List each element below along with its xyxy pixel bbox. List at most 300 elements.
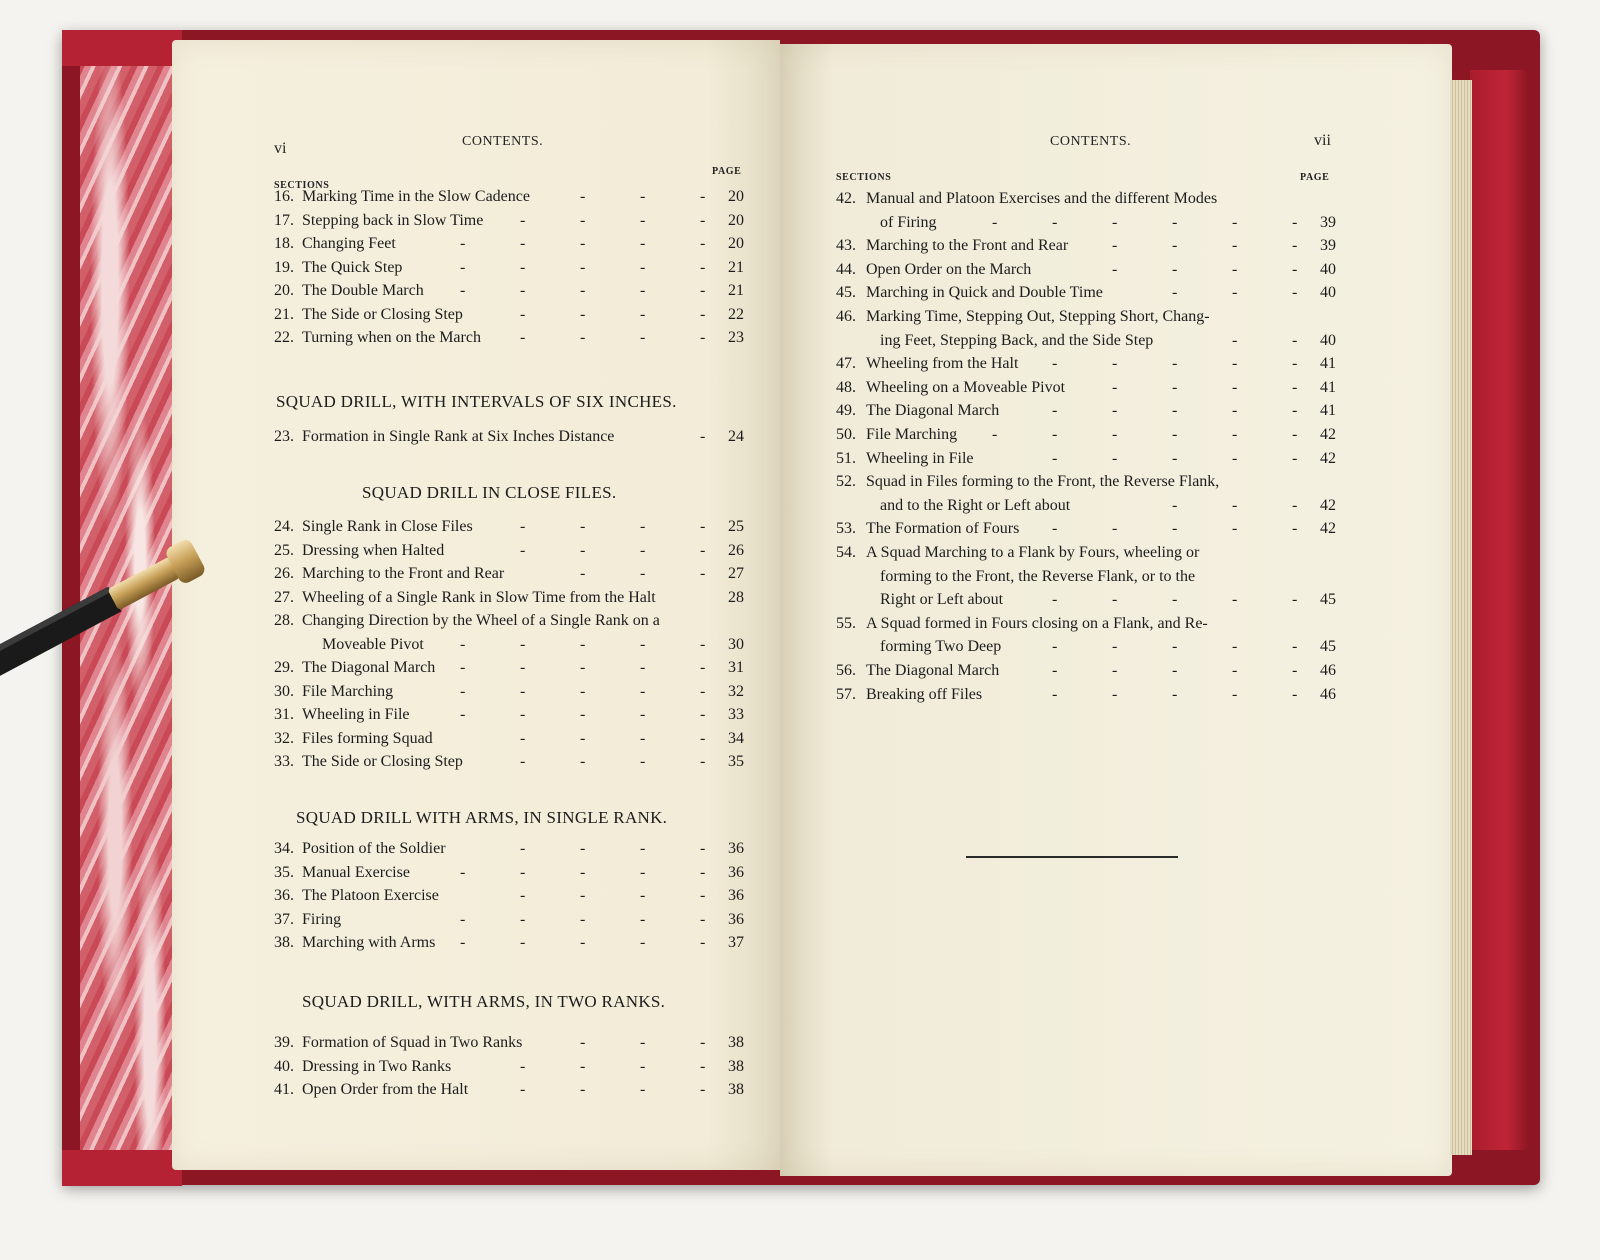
leader-dash: - [1292, 685, 1298, 703]
leader-dash: - [1292, 662, 1298, 679]
leader-dash: - [1292, 520, 1298, 538]
leader-dash: - [1292, 591, 1298, 609]
entry-page-number: 36 [728, 887, 744, 904]
entry-number: 20. [274, 282, 294, 299]
leader-dash: - [640, 541, 646, 559]
entry-page-number: 21 [728, 258, 744, 276]
entry-title: Moveable Pivot [322, 635, 424, 653]
leader-dash: - [640, 305, 646, 323]
leader-dash: - [700, 1057, 706, 1075]
entry-page-number: 32 [728, 682, 744, 700]
entry-page-number: 41 [1320, 355, 1336, 373]
leader-dash: - [1292, 378, 1298, 396]
entry-title: The Quick Step [302, 258, 403, 276]
leader-dash: - [640, 706, 646, 723]
leader-dash: - [1172, 237, 1178, 255]
entry-page-number: 26 [728, 541, 744, 559]
entry-title: Dressing when Halted [302, 541, 445, 559]
leader-dash: - [580, 282, 586, 299]
section-heading: SQUAD DRILL WITH ARMS, IN SINGLE RANK. [296, 808, 668, 827]
entry-title: forming Two Deep [880, 638, 1002, 656]
entry-title: and to the Right or Left about [880, 496, 1071, 514]
leader-dash: - [460, 863, 466, 881]
entry-title: Single Rank in Close Files [302, 518, 473, 535]
leader-dash: - [1112, 662, 1118, 679]
page-number: vii [1314, 132, 1331, 149]
leader-dash: - [1172, 520, 1178, 538]
entry-title: Open Order from the Halt [302, 1081, 469, 1098]
leader-dash: - [580, 863, 586, 881]
leader-dash: - [640, 282, 646, 299]
leader-dash: - [580, 659, 586, 676]
entry-page-number: 41 [1320, 378, 1336, 396]
entry-title: Changing Feet [302, 235, 396, 252]
leader-dash: - [700, 518, 706, 535]
leader-dash: - [520, 863, 526, 881]
leader-dash: - [700, 863, 706, 881]
entry-page-number: 31 [728, 659, 744, 676]
entry-number: 44. [836, 260, 856, 278]
book-cover-right-edge [1470, 70, 1530, 1150]
leader-dash: - [700, 541, 706, 559]
leader-dash: - [1232, 355, 1238, 373]
sections-label: SECTIONS [836, 172, 892, 183]
entry-number: 42. [836, 190, 856, 207]
entry-page-number: 42 [1320, 496, 1336, 514]
leader-dash: - [1292, 237, 1298, 255]
leader-dash: - [700, 729, 706, 747]
entry-number: 38. [274, 934, 294, 951]
entry-number: 34. [274, 840, 294, 857]
leader-dash: - [640, 1081, 646, 1098]
leader-dash: - [1232, 213, 1238, 231]
page-label: PAGE [712, 166, 742, 177]
entry-title: Marching to the Front and Rear [866, 237, 1069, 255]
entry-page-number: 40 [1320, 260, 1336, 278]
leader-dash: - [1292, 355, 1298, 373]
leader-dash: - [640, 729, 646, 747]
entry-title: Wheeling in File [866, 449, 974, 467]
leader-dash: - [1292, 213, 1298, 231]
leader-dash: - [640, 188, 646, 205]
leader-dash: - [700, 910, 706, 928]
entry-title: Manual and Platoon Exercises and the different Modes [866, 190, 1218, 207]
cover-corner-top [62, 30, 182, 66]
leader-dash: - [1172, 662, 1178, 679]
leader-dash: - [1232, 237, 1238, 255]
leader-dash: - [640, 565, 646, 582]
leader-dash: - [1052, 213, 1058, 231]
entry-title: Dressing in Two Ranks [302, 1057, 452, 1075]
leader-dash: - [1292, 426, 1298, 443]
entry-page-number: 41 [1320, 402, 1336, 420]
entry-number: 25. [274, 541, 294, 559]
leader-dash: - [640, 910, 646, 928]
leader-dash: - [640, 863, 646, 881]
entry-title: Wheeling from the Halt [866, 355, 1019, 373]
entry-number: 51. [836, 449, 856, 467]
section-heading: SQUAD DRILL IN CLOSE FILES. [362, 483, 617, 502]
leader-dash: - [1172, 638, 1178, 656]
leader-dash: - [580, 235, 586, 252]
leader-dash: - [580, 541, 586, 559]
entry-page-number: 33 [728, 706, 744, 723]
entry-title: Changing Direction by the Wheel of a Single Rank on a [302, 612, 660, 629]
leader-dash: - [520, 840, 526, 857]
leader-dash: - [700, 934, 706, 951]
leader-dash: - [520, 235, 526, 252]
entry-page-number: 42 [1320, 520, 1336, 538]
right-page [780, 44, 1452, 1176]
entry-page-number: 38 [728, 1034, 744, 1051]
leader-dash: - [520, 211, 526, 229]
entry-number: 30. [274, 682, 294, 700]
entry-number: 23. [274, 428, 294, 445]
entry-number: 40. [274, 1057, 294, 1075]
leader-dash: - [520, 753, 526, 770]
leader-dash: - [1052, 591, 1058, 609]
entry-title: Wheeling of a Single Rank in Slow Time from the Halt [302, 588, 656, 606]
entry-title: Marking Time in the Slow Cadence [302, 188, 530, 205]
entry-title: Marching in Quick and Double Time [866, 284, 1103, 302]
entry-page-number: 46 [1320, 685, 1336, 703]
leader-dash: - [580, 887, 586, 904]
entry-page-number: 35 [728, 753, 744, 770]
entry-page-number: 34 [728, 729, 744, 747]
leader-dash: - [700, 706, 706, 723]
leader-dash: - [460, 258, 466, 276]
leader-dash: - [1292, 496, 1298, 514]
leader-dash: - [640, 329, 646, 346]
leader-dash: - [1292, 284, 1298, 302]
leader-dash: - [520, 258, 526, 276]
leader-dash: - [1232, 426, 1238, 443]
leader-dash: - [580, 188, 586, 205]
leader-dash: - [520, 1081, 526, 1098]
entry-number: 39. [274, 1034, 294, 1051]
section-heading: SQUAD DRILL, WITH ARMS, IN TWO RANKS. [302, 992, 666, 1011]
entry-page-number: 40 [1320, 284, 1336, 302]
entry-page-number: 36 [728, 863, 744, 881]
leader-dash: - [1112, 378, 1118, 396]
running-head: CONTENTS. [1050, 134, 1132, 149]
entry-title: Marking Time, Stepping Out, Stepping Short, Chang- [866, 308, 1210, 325]
leader-dash: - [520, 635, 526, 653]
entry-page-number: 39 [1320, 213, 1336, 231]
entry-number: 18. [274, 235, 294, 252]
entry-page-number: 20 [728, 211, 744, 229]
leader-dash: - [460, 635, 466, 653]
entry-number: 50. [836, 426, 856, 443]
leader-dash: - [1232, 662, 1238, 679]
leader-dash: - [640, 840, 646, 857]
leader-dash: - [1112, 591, 1118, 609]
entry-title: forming to the Front, the Reverse Flank, or to the [880, 567, 1196, 585]
leader-dash: - [1172, 378, 1178, 396]
leader-dash: - [580, 1081, 586, 1098]
leader-dash: - [1292, 260, 1298, 278]
cover-corner-bottom [62, 1150, 182, 1186]
leader-dash: - [1172, 402, 1178, 420]
leader-dash: - [700, 188, 706, 205]
leader-dash: - [520, 329, 526, 346]
leader-dash: - [1172, 496, 1178, 514]
leader-dash: - [1052, 355, 1058, 373]
entry-page-number: 28 [728, 588, 744, 606]
leader-dash: - [700, 1034, 706, 1051]
leader-dash: - [1232, 260, 1238, 278]
leader-dash: - [1292, 449, 1298, 467]
entry-title: The Diagonal March [866, 402, 1000, 420]
leader-dash: - [1232, 638, 1238, 656]
leader-dash: - [520, 659, 526, 676]
leader-dash: - [1112, 213, 1118, 231]
entry-number: 46. [836, 308, 856, 325]
entry-number: 57. [836, 685, 856, 703]
entry-number: 31. [274, 706, 294, 723]
leader-dash: - [580, 329, 586, 346]
leader-dash: - [580, 635, 586, 653]
leader-dash: - [580, 211, 586, 229]
leader-dash: - [1052, 520, 1058, 538]
leader-dash: - [1112, 260, 1118, 278]
leader-dash: - [1172, 213, 1178, 231]
entry-number: 47. [836, 355, 856, 373]
entry-page-number: 45 [1320, 638, 1336, 656]
entry-title: Marching to the Front and Rear [302, 565, 505, 582]
leader-dash: - [700, 682, 706, 700]
entry-number: 26. [274, 565, 294, 582]
leader-dash: - [1232, 402, 1238, 420]
leader-dash: - [580, 1034, 586, 1051]
leader-dash: - [640, 887, 646, 904]
entry-title: The Platoon Exercise [302, 887, 439, 904]
entry-page-number: 36 [728, 840, 744, 857]
entry-number: 48. [836, 378, 856, 396]
leader-dash: - [1052, 685, 1058, 703]
leader-dash: - [1052, 426, 1058, 443]
entry-title: A Squad Marching to a Flank by Fours, wheeling or [866, 544, 1200, 561]
entry-number: 36. [274, 887, 294, 904]
leader-dash: - [1112, 426, 1118, 443]
entry-title: Wheeling on a Moveable Pivot [866, 378, 1066, 396]
entry-number: 37. [274, 910, 294, 928]
leader-dash: - [1172, 284, 1178, 302]
leader-dash: - [700, 1081, 706, 1098]
entry-title: File Marching [302, 682, 394, 700]
entry-number: 56. [836, 662, 856, 679]
leader-dash: - [1112, 449, 1118, 467]
entry-number: 55. [836, 614, 856, 632]
entry-number: 52. [836, 473, 856, 491]
entry-title: Files forming Squad [302, 729, 433, 747]
leader-dash: - [640, 211, 646, 229]
entry-page-number: 20 [728, 188, 744, 205]
entry-title: The Diagonal March [302, 659, 436, 676]
leader-dash: - [580, 565, 586, 582]
entry-number: 32. [274, 729, 294, 747]
entry-page-number: 21 [728, 282, 744, 299]
leader-dash: - [460, 659, 466, 676]
page-block-edge [1450, 80, 1472, 1155]
leader-dash: - [520, 910, 526, 928]
entry-number: 53. [836, 520, 856, 538]
entry-title: A Squad formed in Fours closing on a Flank, and Re- [866, 614, 1208, 632]
entry-title: ing Feet, Stepping Back, and the Side Step [880, 331, 1154, 349]
leader-dash: - [700, 565, 706, 582]
entry-number: 35. [274, 863, 294, 881]
entry-title: Position of the Soldier [302, 840, 446, 857]
leader-dash: - [640, 682, 646, 700]
leader-dash: - [700, 753, 706, 770]
entry-title: Breaking off Files [866, 685, 983, 703]
leader-dash: - [640, 934, 646, 951]
leader-dash: - [1292, 402, 1298, 420]
leader-dash: - [640, 635, 646, 653]
entry-number: 27. [274, 588, 294, 606]
leader-dash: - [700, 282, 706, 299]
marbled-endpaper [80, 62, 180, 1172]
entry-title: Firing [302, 910, 342, 928]
leader-dash: - [580, 910, 586, 928]
leader-dash: - [1172, 426, 1178, 443]
leader-dash: - [1172, 591, 1178, 609]
leader-dash: - [1232, 331, 1238, 349]
leader-dash: - [640, 1034, 646, 1051]
leader-dash: - [460, 934, 466, 951]
leader-dash: - [1232, 591, 1238, 609]
entry-page-number: 23 [728, 329, 744, 346]
leader-dash: - [1232, 520, 1238, 538]
leader-dash: - [580, 1057, 586, 1075]
leader-dash: - [992, 213, 998, 231]
leader-dash: - [700, 329, 706, 346]
entry-page-number: 38 [728, 1081, 744, 1098]
leader-dash: - [640, 518, 646, 535]
entry-title: Formation of Squad in Two Ranks [302, 1034, 523, 1051]
entry-page-number: 36 [728, 910, 744, 928]
leader-dash: - [520, 305, 526, 323]
leader-dash: - [520, 282, 526, 299]
leader-dash: - [700, 235, 706, 252]
leader-dash: - [700, 305, 706, 323]
entry-title: Manual Exercise [302, 863, 410, 881]
entry-title: The Side or Closing Step [302, 753, 463, 770]
leader-dash: - [520, 1057, 526, 1075]
entry-page-number: 45 [1320, 591, 1336, 609]
entry-number: 49. [836, 402, 856, 420]
leader-dash: - [992, 426, 998, 443]
entry-title: The Formation of Fours [866, 520, 1020, 538]
leader-dash: - [580, 840, 586, 857]
leader-dash: - [580, 706, 586, 723]
entry-title: The Double March [302, 282, 424, 299]
leader-dash: - [640, 753, 646, 770]
leader-dash: - [1052, 449, 1058, 467]
page-label: PAGE [1300, 172, 1330, 183]
entry-page-number: 38 [728, 1057, 744, 1075]
leader-dash: - [580, 934, 586, 951]
leader-dash: - [1112, 402, 1118, 420]
entry-title: Formation in Single Rank at Six Inches Distance [302, 428, 615, 445]
leader-dash: - [700, 428, 706, 445]
entry-page-number: 39 [1320, 237, 1336, 255]
leader-dash: - [1292, 331, 1298, 349]
section-heading: SQUAD DRILL, WITH INTERVALS OF SIX INCHES. [276, 392, 677, 411]
entry-number: 41. [274, 1081, 294, 1098]
leader-dash: - [1232, 449, 1238, 467]
entry-page-number: 25 [728, 518, 744, 535]
leader-dash: - [700, 258, 706, 276]
leader-dash: - [520, 934, 526, 951]
leader-dash: - [1172, 260, 1178, 278]
leader-dash: - [520, 682, 526, 700]
leader-dash: - [700, 887, 706, 904]
leader-dash: - [1172, 355, 1178, 373]
entry-number: 45. [836, 284, 856, 302]
entry-number: 16. [274, 188, 294, 205]
leader-dash: - [1112, 638, 1118, 656]
entry-page-number: 20 [728, 235, 744, 252]
page-number: vi [274, 140, 287, 157]
leader-dash: - [520, 518, 526, 535]
leader-dash: - [580, 753, 586, 770]
leader-dash: - [700, 211, 706, 229]
entry-title: Turning when on the March [302, 329, 481, 346]
leader-dash: - [460, 910, 466, 928]
leader-dash: - [1112, 685, 1118, 703]
leader-dash: - [1112, 355, 1118, 373]
entry-page-number: 40 [1320, 331, 1336, 349]
entry-number: 29. [274, 659, 294, 676]
leader-dash: - [1232, 685, 1238, 703]
leader-dash: - [460, 706, 466, 723]
leader-dash: - [640, 258, 646, 276]
entry-title: Stepping back in Slow Time [302, 211, 484, 229]
entry-number: 17. [274, 211, 294, 229]
leader-dash: - [580, 258, 586, 276]
entry-number: 28. [274, 612, 294, 629]
section-end-rule [966, 856, 1178, 858]
leader-dash: - [1232, 378, 1238, 396]
leader-dash: - [460, 235, 466, 252]
leader-dash: - [520, 729, 526, 747]
entry-title: The Side or Closing Step [302, 305, 463, 323]
entry-page-number: 42 [1320, 449, 1336, 467]
leader-dash: - [1112, 520, 1118, 538]
entry-title: File Marching [866, 426, 958, 443]
leader-dash: - [1112, 237, 1118, 255]
entry-title: of Firing [880, 213, 937, 231]
entry-number: 33. [274, 753, 294, 770]
entry-title: Squad in Files forming to the Front, the Reverse Flank, [866, 473, 1220, 491]
entry-page-number: 46 [1320, 662, 1336, 679]
leader-dash: - [580, 729, 586, 747]
leader-dash: - [640, 1057, 646, 1075]
leader-dash: - [1232, 496, 1238, 514]
leader-dash: - [700, 635, 706, 653]
entry-page-number: 42 [1320, 426, 1336, 443]
entry-title: The Diagonal March [866, 662, 1000, 679]
entry-title: Open Order on the March [866, 260, 1032, 278]
leader-dash: - [1172, 685, 1178, 703]
leader-dash: - [1292, 638, 1298, 656]
leader-dash: - [520, 541, 526, 559]
entry-number: 43. [836, 237, 856, 255]
leader-dash: - [580, 305, 586, 323]
leader-dash: - [520, 887, 526, 904]
left-page [172, 40, 780, 1170]
